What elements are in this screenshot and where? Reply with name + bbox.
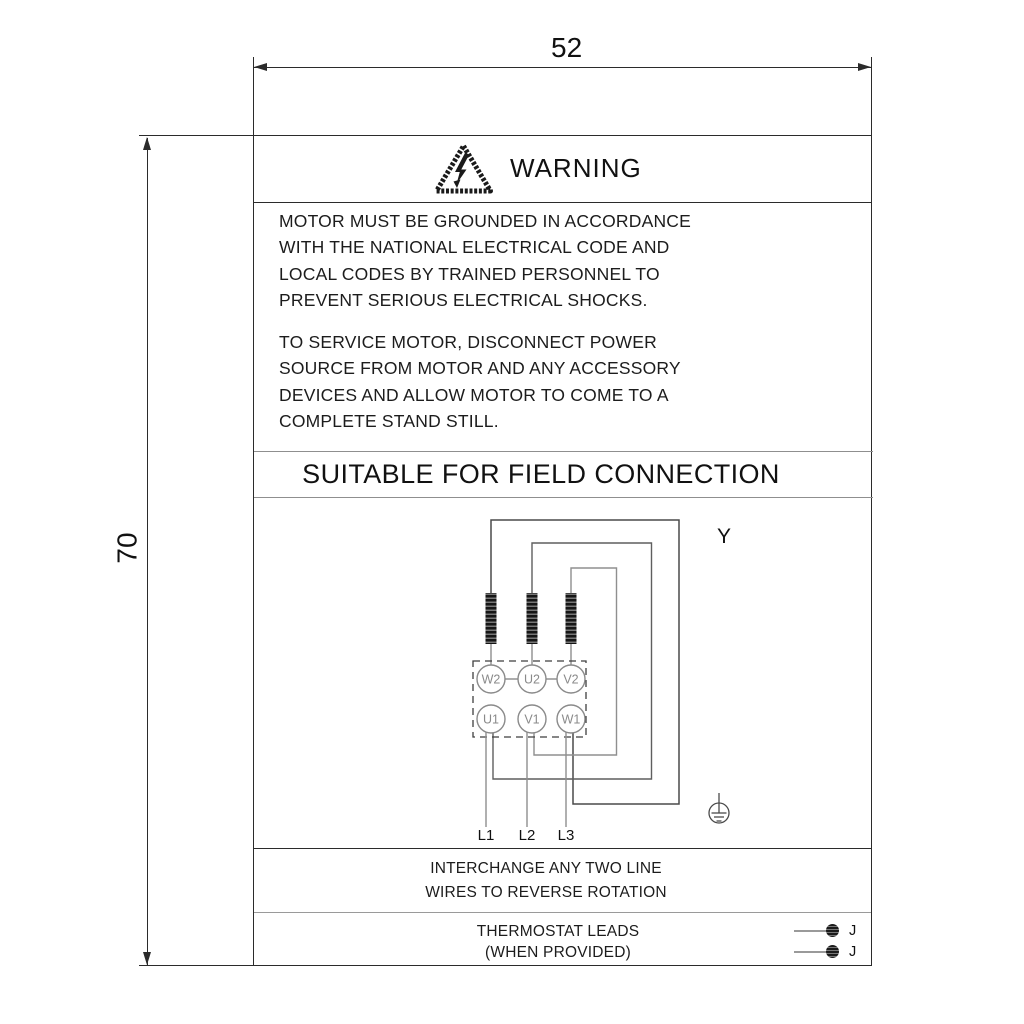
section-divider [254,912,871,913]
notice-line: COMPLETE STAND STILL. [279,410,499,431]
terminal-label: V2 [563,672,579,687]
header-divider [254,202,871,203]
terminal-label: U1 [483,712,499,727]
notice-line: TO SERVICE MOTOR, DISCONNECT POWER [279,332,657,352]
section-divider [254,848,871,849]
terminal-label: W2 [481,672,501,687]
extension-line [253,57,254,135]
notice-line: LOCAL CODES BY TRAINED PERSONNEL TO [279,263,660,284]
star-connection-wiring-diagram [254,499,873,848]
winding-coil-icon [566,593,577,644]
line-label-l3: L3 [557,827,575,844]
extension-line [139,135,253,136]
width-dimension-label: 52 [551,32,583,63]
extension-line [871,57,872,135]
terminal-label: U2 [524,672,540,687]
high-voltage-warning-icon [433,142,494,195]
thermostat-lead-wire [794,951,826,953]
line-label-l1: L1 [477,827,495,844]
thermostat-lead-label: J [849,944,857,960]
line-label-l2: L2 [518,827,536,844]
notice-line: PREVENT SERIOUS ELECTRICAL SHOCKS. [279,289,648,310]
field-connection-band [254,451,873,498]
notice-line: (WHEN PROVIDED) [485,944,631,961]
warning-title: WARNING [510,153,642,183]
winding-coil-icon [527,593,538,644]
thermostat-lead-label: J [849,923,857,939]
terminal-label: W1 [561,712,581,727]
height-dimension-label: 70 [111,532,143,564]
notice-line: DEVICES AND ALLOW MOTOR TO COME TO A [279,384,669,405]
field-connection-title: SUITABLE FOR FIELD CONNECTION [302,459,780,489]
dimension-arrow-down-icon [143,952,151,965]
service-notice [279,329,681,434]
dimension-arrow-right-icon [858,63,871,71]
notice-line: SOURCE FROM MOTOR AND ANY ACCESSORY [279,358,681,379]
width-dimension-line [254,67,871,68]
thermostat-lead-tip-icon [826,924,839,937]
grounding-notice [279,208,691,313]
connection-type-label: Y [716,525,732,548]
warning-label-outline [253,135,872,966]
protective-earth-icon [709,793,729,823]
notice-line: INTERCHANGE ANY TWO LINE [430,860,662,877]
notice-line: WIRES TO REVERSE ROTATION [425,884,667,901]
winding-coil-icon [486,593,497,644]
thermostat-notice [254,921,862,963]
height-dimension-line [147,138,148,965]
thermostat-lead-wire [794,930,826,932]
extension-line [139,965,253,966]
dimension-arrow-up-icon [143,137,151,150]
terminal-label: V1 [524,712,540,727]
dimension-arrow-left-icon [254,63,267,71]
notice-line: THERMOSTAT LEADS [476,923,640,940]
thermostat-lead-tip-icon [826,945,839,958]
notice-line: MOTOR MUST BE GROUNDED IN ACCORDANCE [279,211,692,231]
rotation-notice [254,857,838,905]
notice-line: WITH THE NATIONAL ELECTRICAL CODE AND [279,237,670,258]
